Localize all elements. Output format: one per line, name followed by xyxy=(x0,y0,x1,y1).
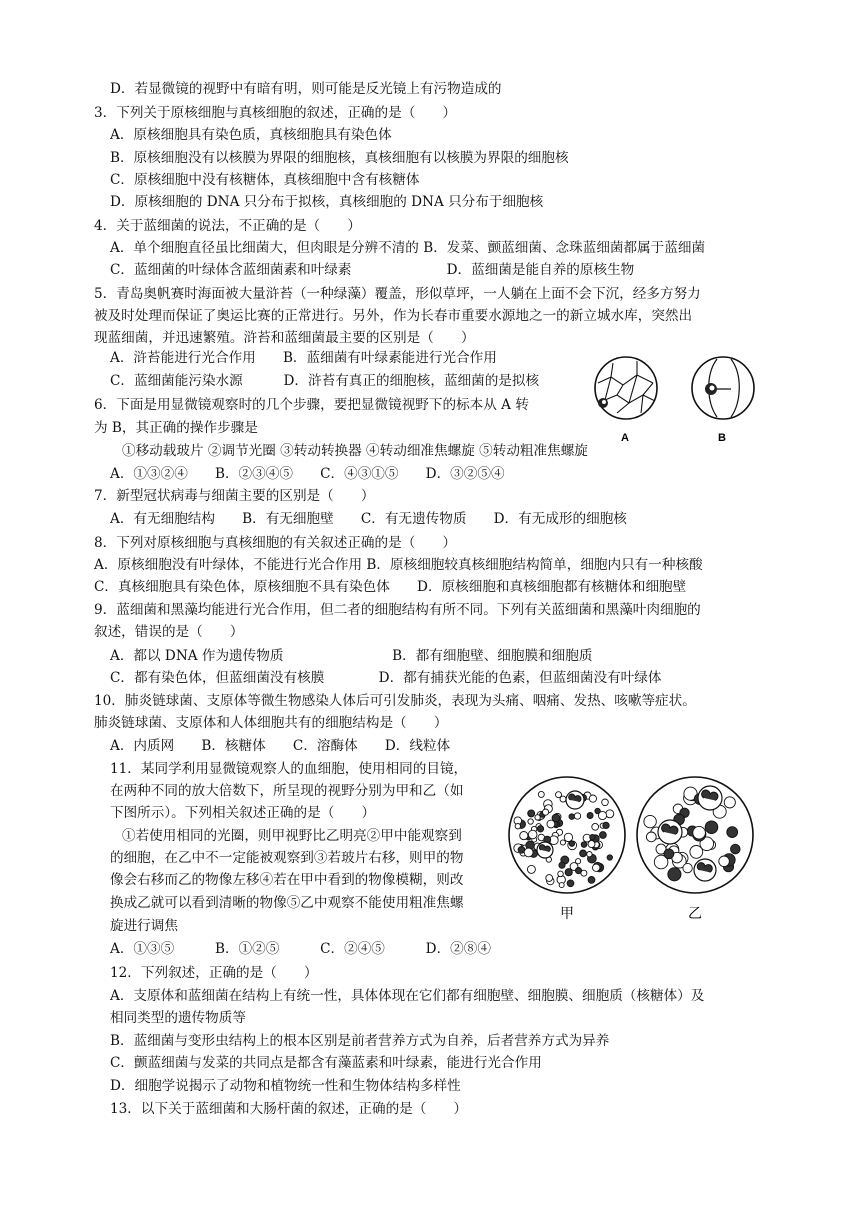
blood-cell xyxy=(567,880,574,887)
text-line-l09: C．蓝细菌的叶绿体含蓝细菌素和叶绿素 D．蓝细菌是能自养的原核生物 xyxy=(110,262,635,278)
text-line-l18: A．①③②④ B．②③④⑤ C．④③①⑤ D．③②⑤④ xyxy=(110,466,505,482)
text-line-l28: 10．肺炎链球菌、支原体等微生物感染人体后可引发肺炎，表现为头痛、咽痛、发热、咳嗽等症状。 xyxy=(94,693,696,709)
text-line-l20: A．有无细胞结构 B．有无细胞壁 C．有无遗传物质 D．有无成形的细胞核 xyxy=(110,511,627,527)
blood-cell xyxy=(590,835,595,840)
text-line-l38: 旋进行调焦 xyxy=(110,918,178,934)
field-jia xyxy=(509,777,625,893)
text-line-l06: D．原核细胞的 DNA 只分布于拟核，真核细胞的 DNA 只分布于细胞核 xyxy=(110,194,544,210)
blood-cell xyxy=(547,820,555,828)
blood-cell xyxy=(546,875,553,882)
blood-cell xyxy=(560,840,565,845)
text-line-l13: A．浒苔能进行光合作用 B．蓝细菌有叶绿素能进行光合作用 xyxy=(110,350,497,366)
blood-cell xyxy=(559,883,564,888)
blood-cell xyxy=(580,850,587,857)
blood-cell xyxy=(574,813,580,819)
field-b-label: B xyxy=(718,432,726,444)
text-line-l07: 4．关于蓝细菌的说法，不正确的是（ ） xyxy=(94,218,361,234)
blood-cell xyxy=(559,862,565,868)
blood-cell xyxy=(690,846,703,859)
text-line-l22: A．原核细胞没有叶绿体，不能进行光合作用 B．原核细胞较真核细胞结构简单，细胞内只有一种核酸 xyxy=(94,557,703,573)
field-jia-label: 甲 xyxy=(560,906,574,922)
text-line-l34: ①若使用相同的光圈，则甲视野比乙明亮②甲中能观察到 xyxy=(122,828,462,844)
field-yi xyxy=(637,777,753,893)
text-line-l31: 11．某同学利用显微镜观察人的血细胞，使用相同的目镜， xyxy=(110,761,468,777)
text-line-l37: 换成乙就可以看到清晰的物像⑤乙中观察不能使用粗准焦螺 xyxy=(110,895,464,911)
blood-cell xyxy=(569,814,575,820)
text-line-l45: D．细胞学说揭示了动物和植物统一性和生物体结构多样性 xyxy=(110,1078,461,1094)
text-line-l40: 12．下列叙述，正确的是（ ） xyxy=(110,965,318,981)
blood-cell xyxy=(607,855,612,860)
field-yi-label: 乙 xyxy=(688,906,702,922)
text-line-l19: 7．新型冠状病毒与细菌主要的区别是（ ） xyxy=(94,488,375,504)
text-line-l12: 现蓝细菌，并迅速繁殖。浒苔和蓝细菌最主要的区别是（ ） xyxy=(94,330,475,346)
blood-cell xyxy=(603,822,609,828)
blood-cell xyxy=(588,841,595,848)
text-line-l15: 6．下面是用显微镜观察时的几个步骤，要把显微镜视野下的标本从 A 转 xyxy=(94,397,529,413)
blood-cell xyxy=(600,832,607,839)
blood-cell xyxy=(565,869,572,876)
blood-cell xyxy=(515,824,520,829)
blood-cell xyxy=(524,848,533,857)
blood-cell xyxy=(527,865,535,873)
text-line-l14: C．蓝细菌能污染水源 D．浒苔有真正的细胞核，蓝细菌的是拟核 xyxy=(110,373,540,389)
blood-cell xyxy=(581,870,587,876)
text-line-l11: 被及时处理而保证了奥运比赛的正常进行。另外，作为长春市重要水源地之一的新立城水库，突然出 xyxy=(94,308,693,324)
text-line-l05: C．原核细胞中没有核糖体，真核细胞中含有核糖体 xyxy=(110,172,420,188)
blood-cell xyxy=(528,810,535,817)
blood-cell xyxy=(560,796,566,802)
text-line-l33: 下图所示）。下列相关叙述正确的是（ ） xyxy=(110,805,376,821)
blood-cell xyxy=(719,856,730,867)
blood-cell xyxy=(581,842,587,848)
text-line-l16: 为 B，其正确的操作步骤是 xyxy=(94,420,258,436)
blood-cell xyxy=(528,830,537,839)
field-b xyxy=(692,357,754,419)
blood-cell xyxy=(592,823,599,830)
blood-cell xyxy=(727,827,738,838)
blood-cell xyxy=(588,877,595,884)
text-line-l32: 在两种不同的放大倍数下，所呈现的视野分别为甲和乙（如 xyxy=(110,783,464,799)
blood-cell xyxy=(646,832,656,842)
blood-cell xyxy=(564,833,572,841)
text-line-l46: 13．以下关于蓝细菌和大肠杆菌的叙述，正确的是（ ） xyxy=(110,1101,468,1117)
text-line-l26: A．都以 DNA 作为遗传物质 B．都有细胞壁、细胞膜和细胞质 xyxy=(110,648,593,664)
blood-cell xyxy=(668,868,681,881)
text-line-l25: 叙述，错误的是（ ） xyxy=(94,624,244,640)
microscope-field-figure-ab xyxy=(593,355,793,455)
text-line-l03: A．原核细胞具有染色质，真核细胞具有染色体 xyxy=(110,127,392,143)
text-line-l17: ①移动载玻片 ②调节光圈 ③转动转换器 ④转动细准焦螺旋 ⑤转动粗准焦螺旋 xyxy=(122,443,588,459)
blood-cell xyxy=(538,791,544,797)
text-line-l02: 3．下列关于原核细胞与真核细胞的叙述，正确的是（ ） xyxy=(94,105,457,121)
blood-cell xyxy=(576,859,581,864)
text-line-l44: C．颤蓝细菌与发菜的共同点是都含有藻蓝素和叶绿素，能进行光合作用 xyxy=(110,1055,542,1071)
text-line-l43: B．蓝细菌与变形虫结构上的根本区别是前者营养方式为自养，后者营养方式为异养 xyxy=(110,1033,610,1049)
text-line-l08: A．单个细胞直径虽比细菌大，但肉眼是分辨不清的 B．发菜、颤蓝细菌、念珠蓝细菌都属于蓝细菌 xyxy=(110,240,706,256)
blood-cell xyxy=(587,813,593,819)
blood-cell xyxy=(705,821,718,834)
text-line-l01: D．若显微镜的视野中有暗有明，则可能是反光镜上有污物造成的 xyxy=(110,81,502,97)
text-line-l24: 9．蓝细菌和黑藻均能进行光合作用，但二者的细胞结构有所不同。下列有关蓝细菌和黑藻叶肉细胞的 xyxy=(94,602,701,618)
blood-cell xyxy=(589,795,596,802)
field-a xyxy=(595,357,657,419)
blood-cell xyxy=(537,826,543,832)
blood-cell xyxy=(528,819,533,824)
blood-cell xyxy=(731,844,741,854)
blood-cell xyxy=(724,797,735,808)
text-line-l41: A．支原体和蓝细菌在结构上有统一性，具体体现在它们都有细胞壁、细胞膜、细胞质（核糖体）及 xyxy=(110,988,705,1004)
blood-cell xyxy=(587,852,592,857)
text-line-l42: 相同类型的遗传物质等 xyxy=(110,1010,246,1026)
text-line-l29: 肺炎链球菌、支原体和人体细胞共有的细胞结构是（ ） xyxy=(94,715,448,731)
field-a-label: A xyxy=(621,432,629,444)
text-line-l27: C．都有染色体，但蓝细菌没有核膜 D．都有捕获光能的色素，但蓝细菌没有叶绿体 xyxy=(110,670,662,686)
blood-cell xyxy=(520,832,528,840)
text-line-l23: C．真核细胞具有染色体，原核细胞不具有染色体 D．原核细胞和真核细胞都有核糖体和细胞壁 xyxy=(94,579,687,595)
blood-cell xyxy=(683,863,692,872)
blood-cell-figure xyxy=(505,770,767,950)
blood-cell xyxy=(598,811,606,819)
text-line-l30: A．内质网 B．核糖体 C．溶酶体 D．线粒体 xyxy=(110,738,451,754)
blood-cell xyxy=(664,849,674,859)
blood-cell xyxy=(593,864,600,871)
text-line-l39: A．①③⑤ B．①②⑤ C．②④⑤ D．②⑧④ xyxy=(110,941,491,957)
blood-cell xyxy=(569,841,574,846)
text-line-l36: 像会右移而乙的物像左移④若在甲中看到的物像模糊，则改 xyxy=(110,872,464,888)
blood-cell xyxy=(558,871,564,877)
text-line-l21: 8．下列对原核细胞与真核细胞的有关叙述正确的是（ ） xyxy=(94,535,457,551)
blood-cell xyxy=(693,826,706,839)
blood-cell xyxy=(602,799,609,806)
blood-cell xyxy=(543,809,549,815)
text-line-l04: B．原核细胞没有以核膜为界限的细胞核，真核细胞有以核膜为界限的细胞核 xyxy=(110,150,569,166)
text-line-l10: 5．青岛奥帆赛时海面被大量浒苔（一种绿藻）覆盖，形似草坪，一人躺在上面不会下沉，经多方努力 xyxy=(94,286,701,302)
text-line-l35: 的细胞，在乙中不一定能被观察到③若玻片右移，则甲的物 xyxy=(110,850,464,866)
blood-cell xyxy=(606,810,614,818)
blood-cell xyxy=(644,815,656,827)
